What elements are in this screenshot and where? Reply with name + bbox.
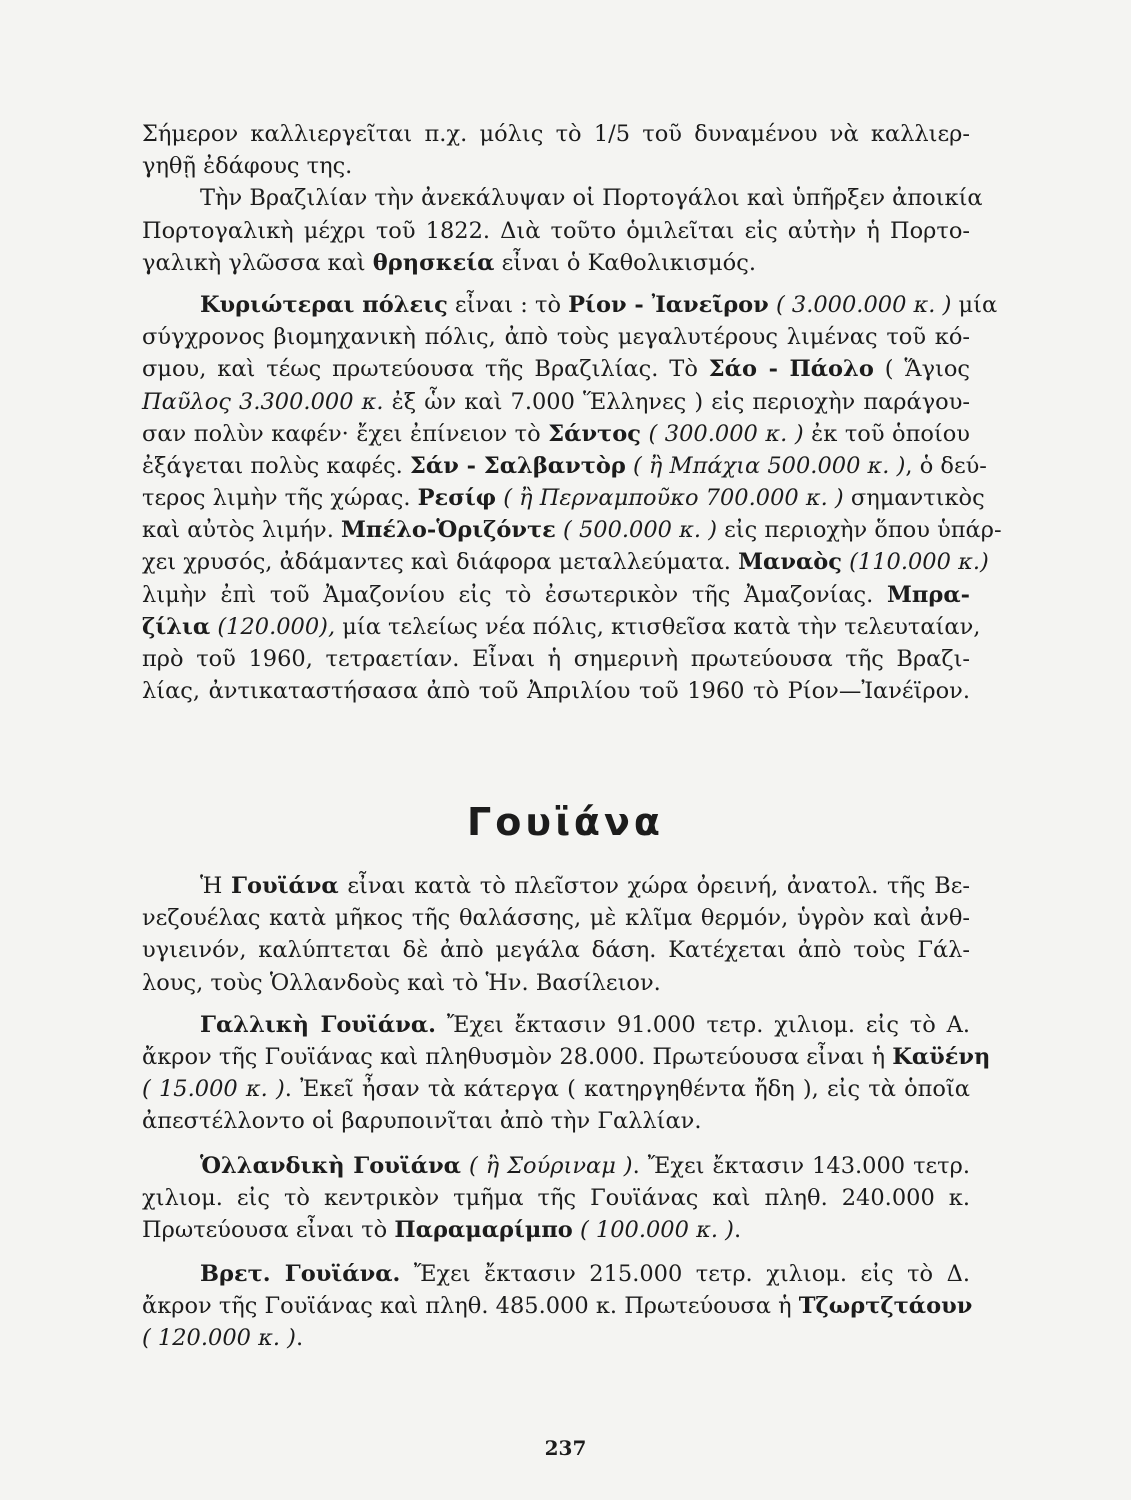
text-line: σαν πολὺν καφέν· ἔχει ἐπίνειον τὸ Σάντος ( 300.000 κ. ) ἐκ τοῦ ὁποίου [142, 420, 970, 447]
text-line: ( 15.000 κ. ). Ἐκεῖ ἦσαν τὰ κάτεργα ( κατηργηθέντα ἤδη ), εἰς τὰ ὁποῖα [142, 1076, 970, 1103]
text-line: λους, τοὺς Ὁλλανδοὺς καὶ τὸ Ἡν. Βασίλειον. [142, 969, 661, 996]
text-line: ἐξάγεται πολὺς καφές. Σάν - Σαλβαντὸρ ( ἢ Μπάχια 500.000 κ. ), ὁ δεύ- [142, 452, 987, 479]
text-line: νεζουέλας κατὰ μῆκος τῆς θαλάσσης, μὲ κλῖμα θερμόν, ὑγρὸν καὶ ἀνθ- [142, 905, 970, 932]
text-line: ἀπεστέλλοντο οἱ βαρυποινῖται ἀπὸ τὴν Γαλλίαν. [142, 1108, 702, 1135]
text-line: Ἡ Γουϊάνα εἶναι κατὰ τὸ πλεῖστον χώρα ὀρεινή, ἀνατολ. τῆς Βε- [200, 873, 970, 899]
text-line: Σήμερον καλλιεργεῖται π.χ. μόλις τὸ 1/5 τοῦ δυναμένου νὰ καλλιερ- [142, 121, 970, 147]
text-line: σύγχρονος βιομηχανικὴ πόλις, ἀπὸ τοὺς μεγαλυτέρους λιμένας τοῦ κό- [142, 324, 970, 351]
text-line: χιλιομ. εἰς τὸ κεντρικὸν τμῆμα τῆς Γουϊάνας καὶ πληθ. 240.000 κ. [142, 1184, 970, 1211]
text-line: σμου, καὶ τέως πρωτεύουσα τῆς Βραζιλίας. Τὸ Σάο - Πάολο ( Ἅγιος [142, 356, 971, 383]
brazil-section [142, 118, 1002, 707]
text-line: ( 120.000 κ. ). [142, 1325, 304, 1352]
text-line: καὶ αὐτὸς λιμήν. Μπέλο-Ὁριζόντε ( 500.000 κ. ) εἰς περιοχὴν ὅπου ὑπάρ- [142, 517, 1002, 544]
text-line: γηθῇ ἐδάφους της. [142, 153, 353, 180]
text-line: γαλικὴ γλῶσσα καὶ θρησκεία εἶναι ὁ Καθολικισμός. [142, 249, 756, 276]
text-line: Πορτογαλικὴ μέχρι τοῦ 1822. Διὰ τοῦτο ὁμιλεῖται εἰς αὐτὴν ἡ Πορτο- [142, 217, 970, 244]
text-line: Ὁλλανδικὴ Γουϊάνα ( ἢ Σούριναμ ). Ἔχει ἔκτασιν 143.000 τετρ. [200, 1152, 970, 1179]
text-line: πρὸ τοῦ 1960, τετραετίαν. Εἶναι ἡ σημερινὴ πρωτεύουσα τῆς Βραζι- [142, 646, 970, 672]
text-line: τερος λιμὴν τῆς χώρας. Ρεσίφ ( ἢ Περναμποῦκο 700.000 κ. ) σημαντικὸς [142, 485, 985, 512]
text-line: Πρωτεύουσα εἶναι τὸ Παραμαρίμπο ( 100.000 κ. ). [142, 1216, 742, 1243]
text-line: Παῦλος 3.300.000 κ. ἐξ ὧν καὶ 7.000 Ἕλληνες ) εἰς περιοχὴν παράγου- [142, 388, 971, 415]
text-line: Τὴν Βραζιλίαν τὴν ἀνεκάλυψαν οἱ Πορτογάλοι καὶ ὑπῆρξεν ἀποικία [200, 185, 983, 212]
text-line: χει χρυσός, ἀδάμαντες καὶ διάφορα μεταλλεύματα. Μαναὸς (110.000 κ.) [142, 549, 989, 576]
section-heading-guyana: Γουϊάνα [467, 800, 664, 844]
text-line: ζίλια (120.000), μία τελείως νέα πόλις, κτισθεῖσα κατὰ τὴν τελευταίαν, [142, 613, 981, 640]
text-line: ἄκρον τῆς Γουϊάνας καὶ πληθ. 485.000 κ. Πρωτεύουσα ἡ Τζωρτζτάουν [142, 1293, 973, 1320]
text-line: Βρετ. Γουϊάνα. Ἔχει ἔκτασιν 215.000 τετρ. χιλιομ. εἰς τὸ Δ. [200, 1261, 970, 1288]
text-line: λιμὴν ἐπὶ τοῦ Ἀμαζονίου εἰς τὸ ἐσωτερικὸν τῆς Ἀμαζονίας. Μπρα- [142, 581, 970, 608]
text-line: Κυριώτεραι πόλεις εἶναι : τὸ Ρίον - Ἰανεῖρον ( 3.000.000 κ. ) μία [200, 291, 998, 318]
text-line: Γαλλικὴ Γουϊάνα. Ἔχει ἔκτασιν 91.000 τετρ. χιλιομ. εἰς τὸ Α. [200, 1011, 970, 1038]
guyana-section [142, 870, 991, 1355]
text-line: λίας, ἀντικαταστήσασα ἀπὸ τοῦ Ἀπριλίου τοῦ 1960 τὸ Ρίον—Ἰανέϊρον. [142, 678, 970, 705]
text-line: υγιεινόν, καλύπτεται δὲ ἀπὸ μεγάλα δάση. Κατέχεται ἀπὸ τοὺς Γάλ- [142, 937, 970, 964]
text-line: ἄκρον τῆς Γουϊάνας καὶ πληθυσμὸν 28.000. Πρωτεύουσα εἶναι ἡ Καϋένη [142, 1043, 991, 1070]
page-number: 237 [544, 1436, 587, 1460]
